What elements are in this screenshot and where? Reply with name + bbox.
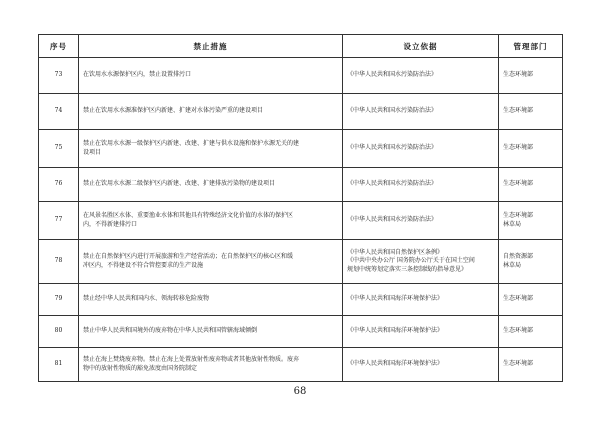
basis-text-line: 《中华人民共和国水污染防治法》 (347, 107, 438, 115)
cell-measure (79, 168, 343, 202)
cell-dept (499, 168, 563, 202)
measure-text-line: 设项目 (83, 148, 102, 156)
basis-text-line: 规划中统筹划定落实三条控制线的指导意见》 (347, 265, 468, 273)
dept-text-line: 生态环境部 (503, 180, 534, 188)
measure-text-line: 禁止在饮用水水源一级保护区内新建、改建、扩建与供水设施和保护水源无关的建 (83, 140, 300, 147)
dept-text-line: 生态环境部 (503, 107, 534, 115)
cell-basis (343, 94, 499, 130)
cell-measure (79, 58, 343, 94)
cell-measure (79, 94, 343, 130)
dept-text-line: 林草局 (503, 261, 522, 269)
cell-measure (79, 130, 343, 168)
basis-text-line: 《中华人民共和国水污染防治法》 (347, 71, 438, 79)
measure-text-line: 禁止中华人民共和国境外的废弃物在中华人民共和国管辖海域倾倒 (83, 327, 258, 335)
cell-basis (343, 284, 499, 316)
basis-text-line: 《中华人民共和国自然保护区条例》 (347, 248, 444, 256)
header-measure: 禁止措施 (79, 35, 343, 58)
measure-text-line: 冲区内，不得建设不符合管控要求的生产设施 (83, 261, 204, 269)
dept-text-line: 生态环境部 (503, 71, 534, 79)
table-row (39, 94, 563, 130)
dept-text-line: 自然资源部 (503, 253, 534, 260)
measure-text-line: 物中的放射性物质的豁免浓度由国务院制定 (83, 364, 198, 372)
page-number: 68 (293, 386, 307, 397)
cell-measure (79, 202, 343, 240)
cell-seq: 78 (39, 240, 79, 284)
dept-text-line: 生态环境部 (503, 295, 534, 303)
basis-text-line: 《中华人民共和国海洋环境保护法》 (347, 327, 444, 335)
cell-dept (499, 316, 563, 348)
cell-seq: 80 (39, 316, 79, 348)
cell-basis (343, 168, 499, 202)
cell-seq: 77 (39, 202, 79, 240)
basis-text-line: 《中华人民共和国水污染防治法》 (347, 144, 438, 152)
table-header-row (39, 35, 563, 58)
table-row (39, 240, 563, 284)
cell-measure (79, 284, 343, 316)
header-seq: 序号 (39, 35, 79, 58)
cell-measure (79, 240, 343, 284)
cell-seq: 75 (39, 130, 79, 168)
table-row (39, 58, 563, 94)
header-dept: 管理部门 (499, 35, 563, 58)
basis-text-line: 《中共中央办公厅 国务院办公厅关于在国土空间 (347, 257, 475, 265)
basis-text-line: 《中华人民共和国水污染防治法》 (347, 216, 438, 224)
cell-basis (343, 240, 499, 284)
header-basis: 设立依据 (343, 35, 499, 58)
table-body (39, 58, 563, 382)
measure-text-line: 禁止在饮用水水源准保护区内新建、扩建对水体污染严重的建设项目 (83, 107, 264, 115)
cell-measure (79, 348, 343, 382)
cell-basis (343, 130, 499, 168)
table-row (39, 168, 563, 202)
dept-text-line: 生态环境部 (503, 360, 534, 368)
cell-dept (499, 240, 563, 284)
table-row (39, 284, 563, 316)
measure-text-line: 禁止在饮用水水源二级保护区内新建、改建、扩建排放污染物的建设项目 (83, 180, 276, 188)
cell-basis (343, 202, 499, 240)
measure-text-line: 禁止经中华人民共和国内水、领海转移危险废物 (83, 295, 210, 303)
cell-dept (499, 202, 563, 240)
cell-dept (499, 94, 563, 130)
cell-seq: 73 (39, 58, 79, 94)
table-row (39, 130, 563, 168)
cell-dept (499, 284, 563, 316)
cell-seq: 74 (39, 94, 79, 130)
cell-basis (343, 58, 499, 94)
measure-text-line: 禁止在自然保护区内进行开展旅游和生产经营活动；在自然保护区的核心区和缓 (83, 253, 294, 260)
cell-seq: 76 (39, 168, 79, 202)
dept-text-line: 林草局 (503, 220, 522, 228)
cell-measure (79, 316, 343, 348)
dept-text-line: 生态环境部 (503, 327, 534, 335)
cell-dept (499, 130, 563, 168)
basis-text-line: 《中华人民共和国海洋环境保护法》 (347, 360, 444, 368)
table-row (39, 348, 563, 382)
basis-text-line: 《中华人民共和国水污染防治法》 (347, 180, 438, 188)
cell-dept (499, 348, 563, 382)
measure-text-line: 在饮用水水源保护区内，禁止设置排污口 (83, 71, 192, 79)
measure-text-line: 在风景名胜区水体、重要渔业水体和其他具有特殊经济文化价值的水体的保护区 (83, 212, 294, 219)
measure-text-line: 内，不得新建排污口 (83, 220, 138, 228)
cell-basis (343, 316, 499, 348)
basis-text-line: 《中华人民共和国海洋环境保护法》 (347, 295, 444, 303)
cell-basis (343, 348, 499, 382)
prohibited-measures-table (38, 34, 563, 382)
measure-text-line: 禁止在海上焚烧废弃物。禁止在海上处置放射性废弃物或者其他放射性物质。废弃 (83, 356, 300, 363)
cell-dept (499, 58, 563, 94)
dept-text-line: 生态环境部 (503, 144, 534, 152)
table-row (39, 316, 563, 348)
cell-seq: 79 (39, 284, 79, 316)
dept-text-line: 生态环境部 (503, 212, 534, 219)
table-row (39, 202, 563, 240)
cell-seq: 81 (39, 348, 79, 382)
